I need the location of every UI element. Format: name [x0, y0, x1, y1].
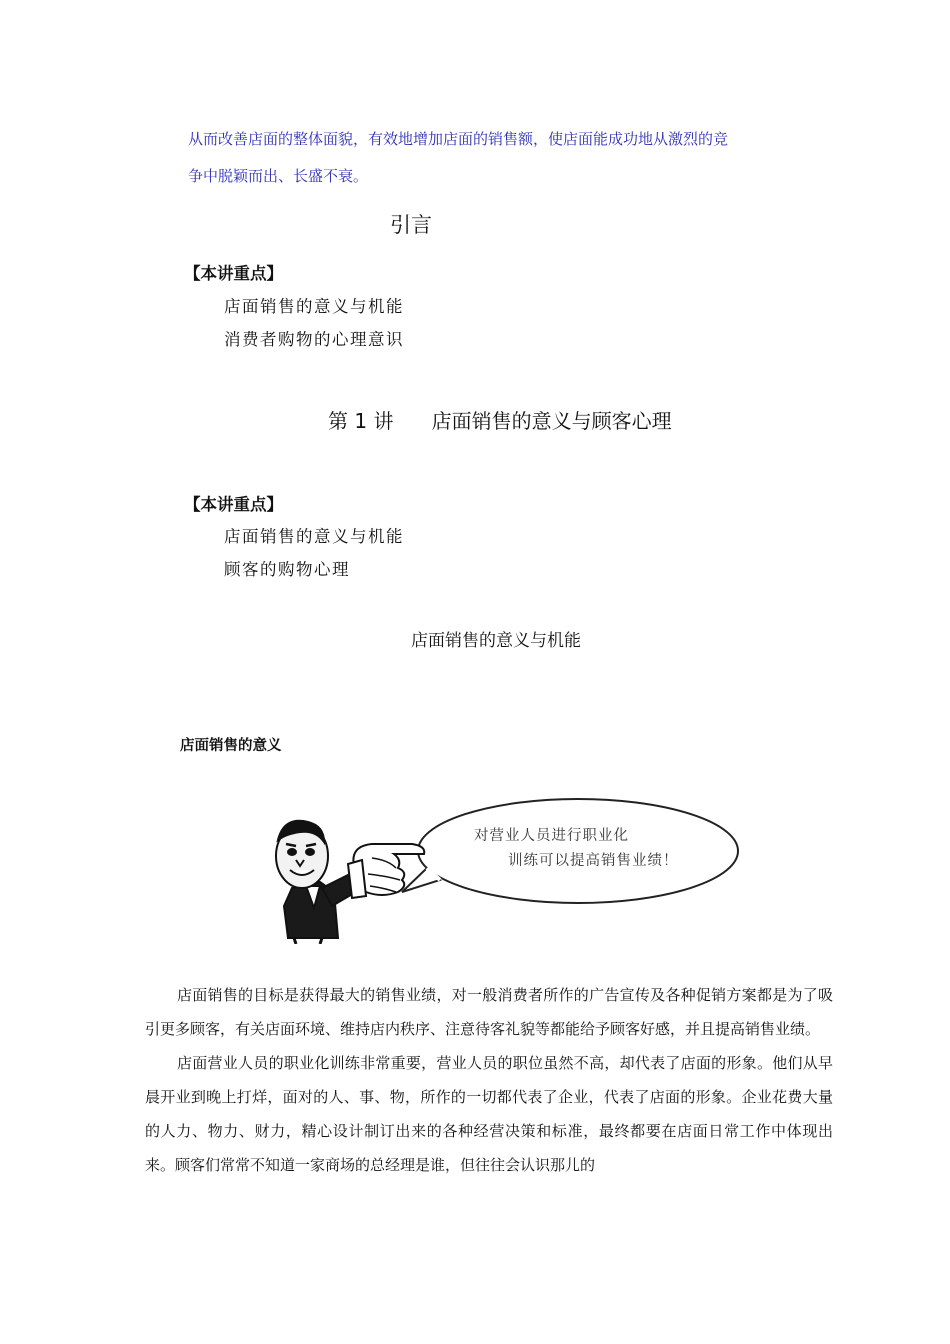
body-text: [145, 978, 833, 1182]
speech-bubble: [402, 799, 738, 903]
intro-line-1: 从而改善店面的整体面貌，有效地增加店面的销售额，使店面能成功地从激烈的竞: [188, 130, 729, 148]
lecture-title: 第 1 讲 店面销售的意义与顾客心理: [328, 409, 672, 433]
lecture-key-point-1: 店面销售的意义与机能: [224, 527, 404, 546]
intro-key-point-1: 店面销售的意义与机能: [224, 297, 404, 316]
intro-line-2: 争中脱颖而出、长盛不衰。: [188, 167, 369, 185]
intro-key-points-label: 【本讲重点】: [184, 264, 283, 283]
salesman-illustration: [262, 788, 744, 944]
bubble-line-1: 对营业人员进行职业化: [474, 828, 629, 844]
lecture-key-points-label: 【本讲重点】: [184, 495, 283, 514]
lecture-key-point-2: 顾客的购物心理: [224, 560, 350, 579]
intro-key-point-2: 消费者购物的心理意识: [224, 330, 404, 349]
subsection-title: 店面销售的意义: [180, 738, 282, 754]
intro-paragraph: [188, 121, 828, 195]
body-paragraph-1: 店面销售的目标是获得最大的销售业绩，对一般消费者所作的广告宣传及各种促销方案都是为了吸引更多顾客，有关店面环境、维持店内秩序、注意待客礼貌等都能给予顾客好感，并且提高销售业绩。: [145, 986, 833, 1038]
introduction-title: 引言: [390, 213, 432, 237]
bubble-line-2: 训练可以提高销售业绩！: [508, 853, 679, 869]
section-title: 店面销售的意义与机能: [411, 631, 581, 651]
body-paragraph-2: 店面营业人员的职业化训练非常重要，营业人员的职位虽然不高，却代表了店面的形象。他们从早晨开业到晚上打烊，面对的人、事、物，所作的一切都代表了企业，代表了店面的形象。企业花费大量的人力、物力、财力，精心设计制订出来的各种经营决策和标准，最终都要在店面日常工作中体现出来。顾客们常常不知道一家商场的总经理是谁，但往往会认识那儿的: [145, 1054, 833, 1174]
cartoon-man: [276, 821, 424, 944]
